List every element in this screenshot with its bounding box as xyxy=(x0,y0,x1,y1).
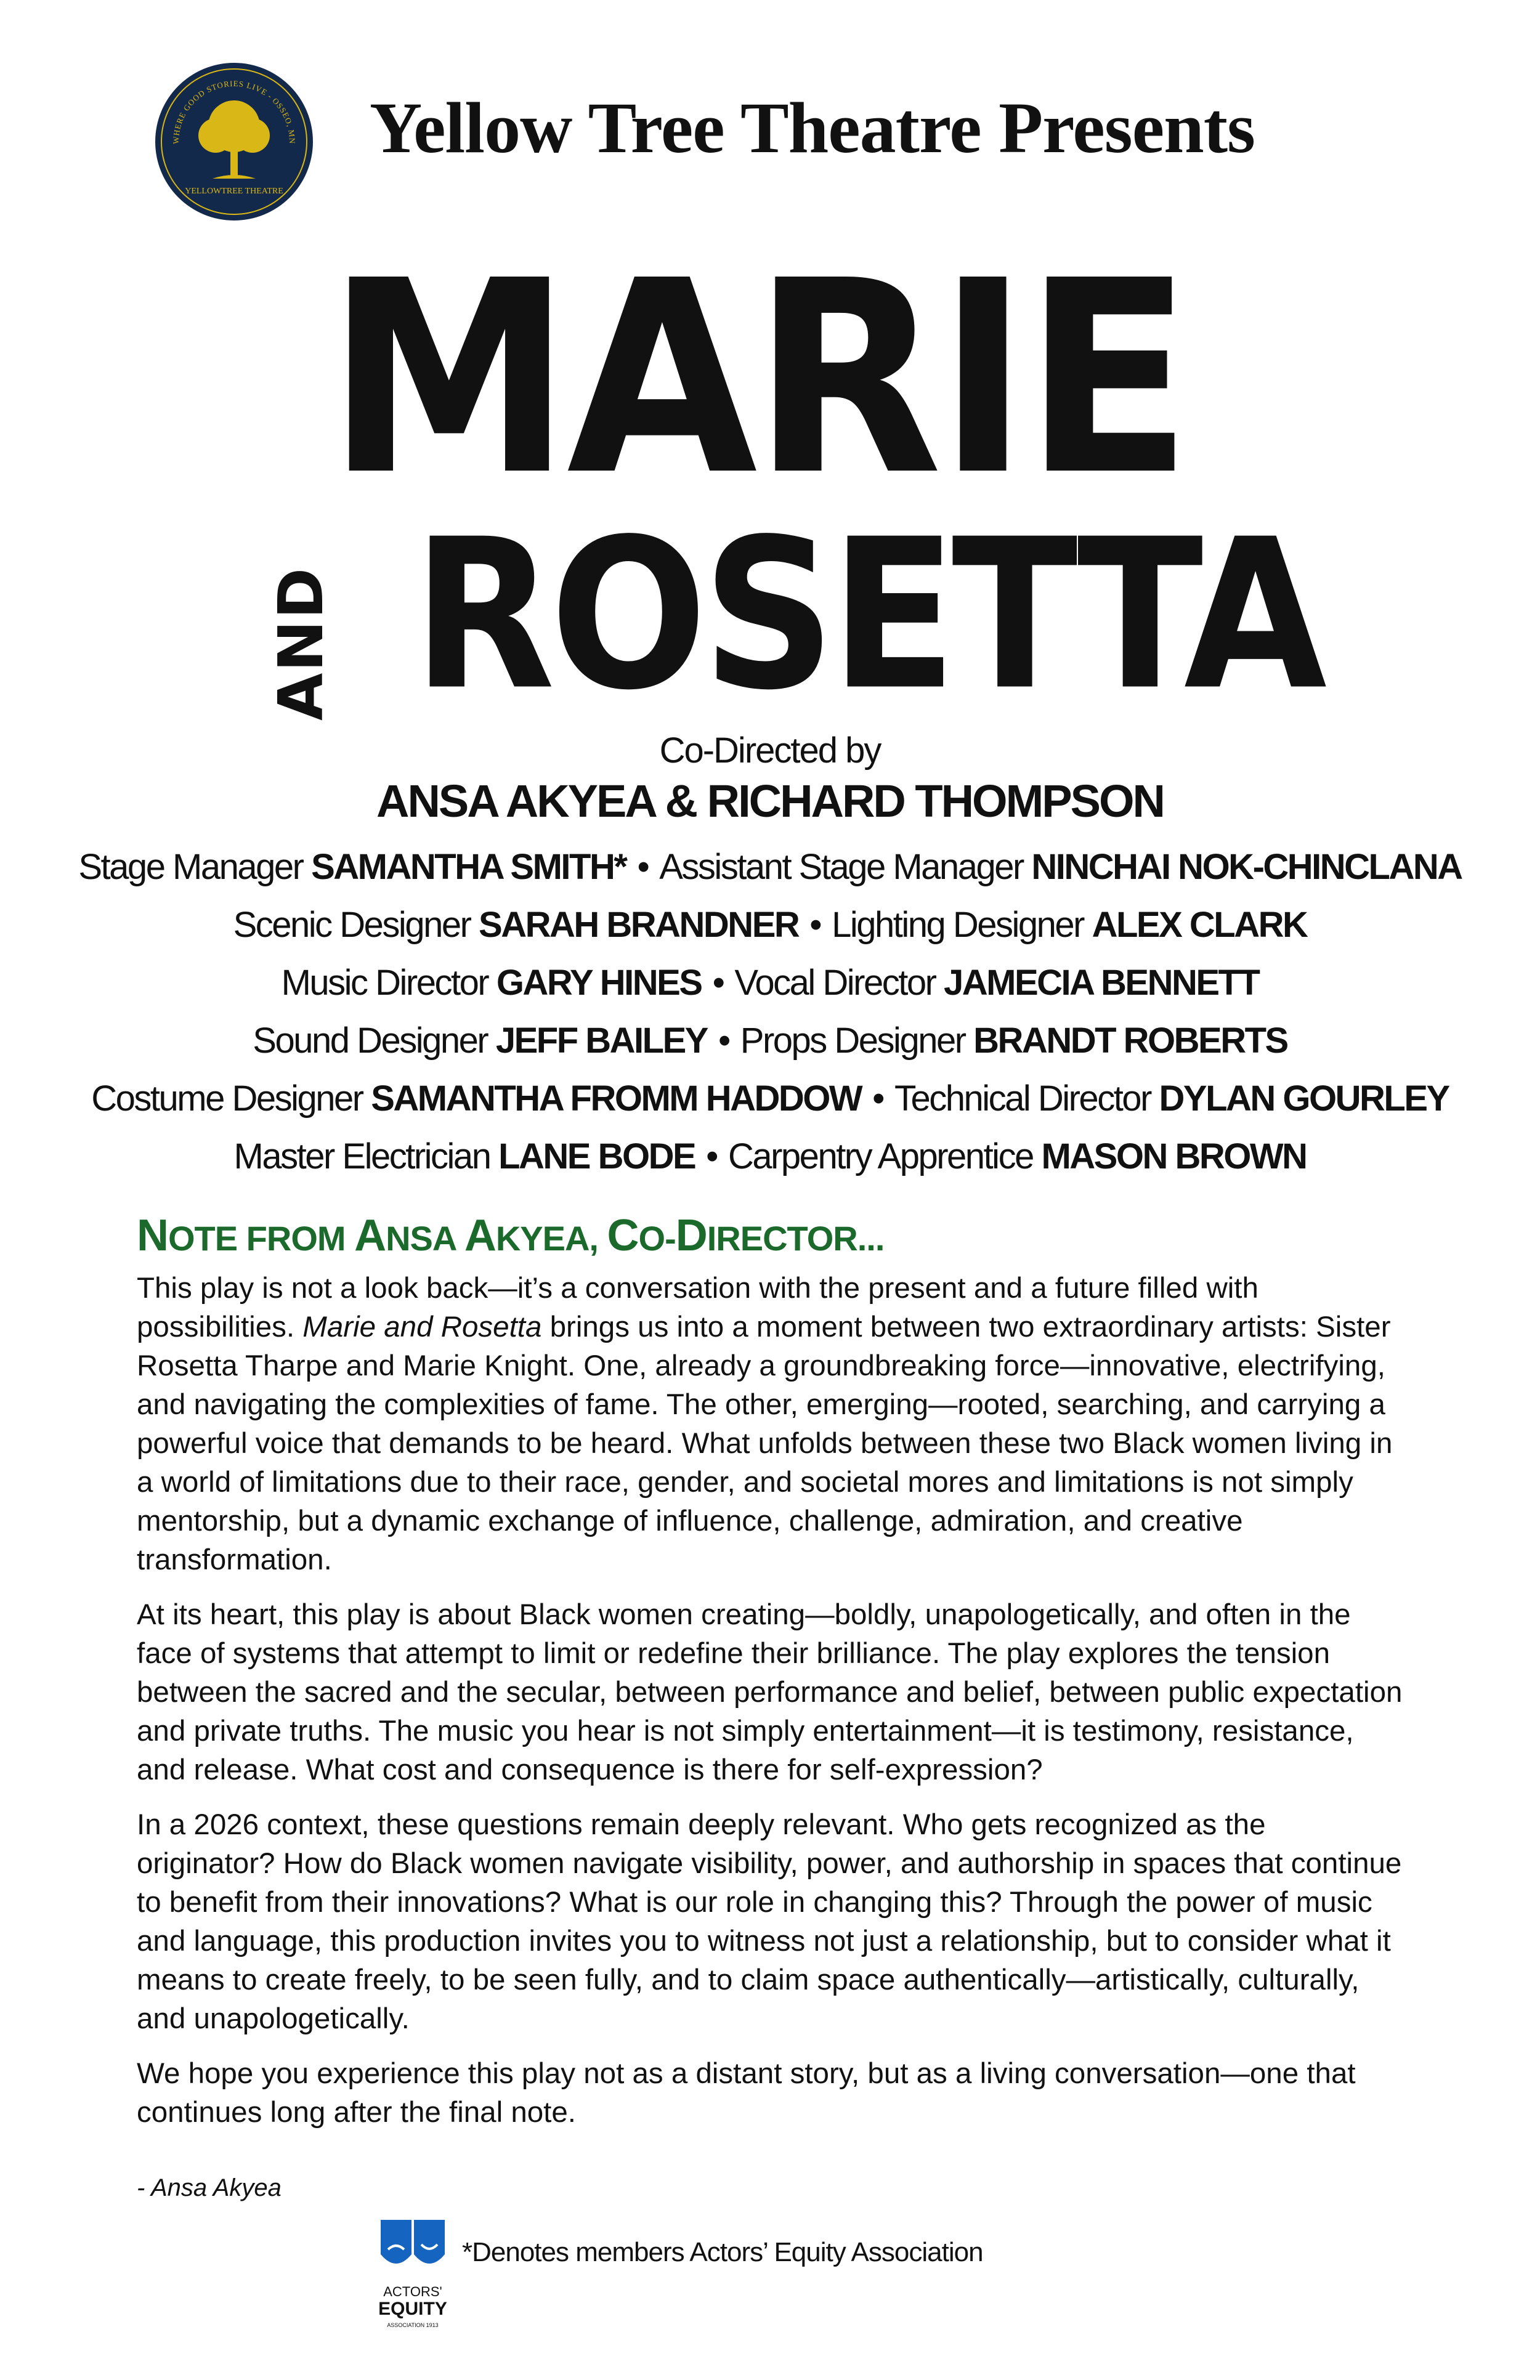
credit-separator: • xyxy=(718,1021,729,1061)
credit-role: Sound Designer xyxy=(253,1021,488,1061)
note-paragraph: We hope you experience this play not as a distant story, but as a living conversation—one that continues long after the final note. xyxy=(137,2057,1356,2129)
credit-name: LANE BODE xyxy=(498,1136,695,1176)
equity-logo-line1: ACTORS' xyxy=(383,2284,442,2299)
credit-role: Props Designer xyxy=(740,1021,965,1061)
credit-role: Scenic Designer xyxy=(233,905,471,945)
credit-separator: • xyxy=(809,905,821,945)
credit-role: Carpentry Apprentice xyxy=(727,1136,1033,1176)
credit-role: Master Electrician xyxy=(233,1136,490,1176)
credit-role: Technical Director xyxy=(894,1079,1151,1119)
credit-name: DYLAN GOURLEY xyxy=(1159,1079,1449,1119)
note-heading: NOTE FROM ANSA AKYEA, CO-DIRECTOR... xyxy=(137,1211,885,1260)
credit-separator: • xyxy=(706,1136,717,1176)
title-and: AND xyxy=(265,566,337,721)
credit-separator: • xyxy=(637,847,649,887)
seal-bottom-text: YELLOWTREE THEATRE xyxy=(185,187,283,196)
credit-line xyxy=(0,838,1540,896)
play-title-italic: Marie and Rosetta xyxy=(302,1311,542,1343)
credit-name: MASON BROWN xyxy=(1041,1136,1307,1176)
credit-role: Costume Designer xyxy=(91,1079,363,1119)
credit-name: BRANDT ROBERTS xyxy=(973,1021,1287,1061)
credit-name: SARAH BRANDNER xyxy=(479,905,799,945)
credit-separator: • xyxy=(712,963,724,1003)
credit-line xyxy=(0,954,1540,1012)
note-paragraph: At its heart, this play is about Black women creating—boldly, unapologetically, and often in the face of systems that attempt to limit or redefine their brilliance. The play explores the tension between the sacred and the secular, between performance and belief, between public expectation and private truths. The music you hear is not simply entertainment—it is testimony, resistance, and release. What cost and consequence is there for self-expression? xyxy=(137,1598,1403,1786)
credit-line xyxy=(0,896,1540,954)
show-title xyxy=(265,224,1323,736)
credit-role: Stage Manager xyxy=(78,847,303,887)
yellow-tree-theatre-seal xyxy=(154,62,314,222)
credit-line xyxy=(0,1012,1540,1070)
credit-role: Lighting Designer xyxy=(832,905,1084,945)
seal-top-text: WHERE GOOD STORIES LIVE - OSSEO, MN xyxy=(171,78,298,145)
credit-name: ALEX CLARK xyxy=(1092,905,1307,945)
credit-name: NINCHAI NOK-CHINCLANA xyxy=(1031,847,1462,887)
codirected-label: Co-Directed by xyxy=(659,731,881,771)
actors-equity-logo xyxy=(376,2217,450,2341)
credit-line xyxy=(0,1070,1540,1128)
credit-line xyxy=(0,1128,1540,1186)
title-rosetta: ROSETTA xyxy=(413,495,1323,736)
credits-block xyxy=(0,730,1540,1186)
note-signature: - Ansa Akyea xyxy=(137,2174,282,2201)
note-paragraph: This play is not a look back—it’s a conversation with the present and a future filled with possibilities. Marie and Rosetta brings us into a moment between two extraordinary artists: Sister Rosetta Tharpe and Marie Knight. One, already a groundbreaking force—innovative, electrifying, and navigating the complexities of fame. The other, emerging—rooted, searching, and carrying a powerful voice that demands to be heard. What unfolds between these two Black women living in a world of limitations due to their race, gender, and societal mores and limitations is not simply mentorship, but a dynamic exchange of influence, challenge, admiration, and creative transformation. xyxy=(137,1272,1393,1576)
credit-separator: • xyxy=(872,1079,883,1119)
credit-name: JAMECIA BENNETT xyxy=(944,963,1259,1003)
credit-name: JEFF BAILEY xyxy=(495,1021,707,1061)
equity-logo-line2: EQUITY xyxy=(378,2299,447,2319)
directors-names: ANSA AKYEA & RICHARD THOMPSON xyxy=(376,775,1164,827)
title-marie: MARIE xyxy=(326,224,1188,534)
theatre-masks-icon xyxy=(381,2220,445,2264)
credit-role: Assistant Stage Manager xyxy=(659,847,1023,887)
credit-role: Music Director xyxy=(281,963,488,1003)
credit-name: SAMANTHA SMITH* xyxy=(311,847,626,887)
presenter-heading: Yellow Tree Theatre Presents xyxy=(370,87,1255,168)
credit-name: GARY HINES xyxy=(496,963,702,1003)
credit-name: SAMANTHA FROMM HADDOW xyxy=(371,1079,862,1119)
credit-role: Vocal Director xyxy=(734,963,936,1003)
equity-footnote: *Denotes members Actors’ Equity Association xyxy=(462,2237,983,2267)
note-body xyxy=(137,1269,1406,2148)
equity-logo-line3: ASSOCIATION 1913 xyxy=(387,2322,439,2328)
note-paragraph: In a 2026 context, these questions remain deeply relevant. Who gets recognized as the originator? How do Black women navigate visibility, power, and authorship in spaces that continue to benefit from their innovations? What is our role in changing this? Through the power of music and language, this production invites you to witness not just a relationship, but to consider what it means to create freely, to be seen fully, and to claim space authentically—artistically, culturally, and unapologetically. xyxy=(137,1808,1402,2035)
